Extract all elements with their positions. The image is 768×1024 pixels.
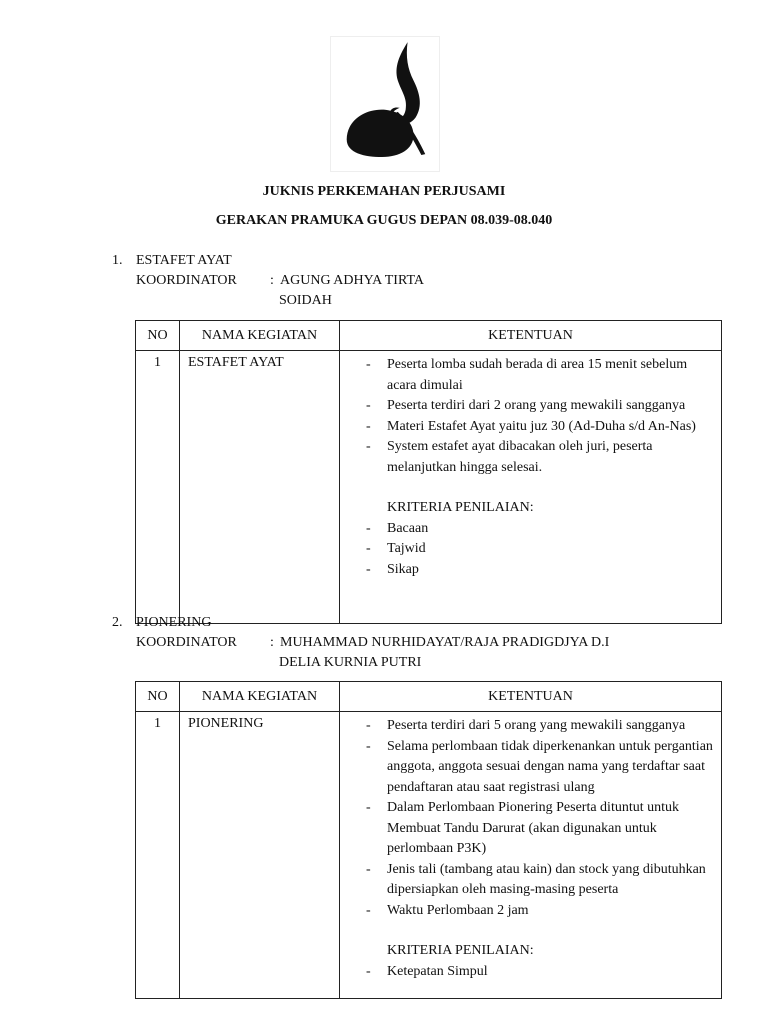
koordinator-name: SOIDAH (279, 293, 332, 308)
cell-ketentuan (340, 351, 722, 624)
koordinator-label: KOORDINATOR (136, 635, 237, 650)
header-ketentuan: KETENTUAN (340, 321, 722, 351)
section-estafet-ayat (112, 251, 732, 311)
table-row (136, 712, 722, 999)
table-row (136, 351, 722, 624)
header-nama-kegiatan: NAMA KEGIATAN (180, 682, 340, 712)
list-item: - Ketepatan Simpul (366, 963, 488, 979)
cell-nama-kegiatan: ESTAFET AYAT (180, 351, 340, 624)
koordinator-name: MUHAMMAD NURHIDAYAT/RAJA PRADIGDJYA D.I (280, 635, 610, 650)
list-item: - Waktu Perlombaan 2 jam (366, 902, 529, 918)
koordinator-label: KOORDINATOR (136, 273, 237, 288)
koordinator-separator: : (270, 635, 274, 650)
kriteria-label: KRITERIA PENILAIAN: (387, 500, 534, 515)
koordinator-name: DELIA KURNIA PUTRI (279, 655, 422, 670)
section-name: ESTAFET AYAT (136, 253, 232, 268)
section-number: 2. (112, 615, 123, 630)
list-item: - Peserta terdiri dari 2 orang yang mewakili sangganya (366, 398, 686, 413)
list-item: - Dalam Perlombaan Pionering Peserta dituntut untuk Membuat Tandu Darurat (akan digunakan untuk perlombaan P3K) (366, 800, 680, 856)
table-header-row (136, 682, 722, 712)
document-subtitle: GERAKAN PRAMUKA GUGUS DEPAN 08.039-08.040 (215, 213, 553, 228)
tunas-kelapa-icon (330, 36, 440, 172)
cell-no: 1 (136, 712, 180, 999)
koordinator-separator: : (270, 273, 274, 288)
table-pionering (135, 681, 722, 999)
document-title: JUKNIS PERKEMAHAN PERJUSAMI (262, 184, 506, 199)
section-name: PIONERING (136, 615, 212, 630)
kriteria-label: KRITERIA PENILAIAN: (387, 943, 534, 958)
list-item: - Materi Estafet Ayat yaitu juz 30 (Ad-Duha s/d An-Nas) (366, 418, 696, 434)
koordinator-name: AGUNG ADHYA TIRTA (280, 273, 425, 288)
cell-nama-kegiatan: PIONERING (180, 712, 340, 999)
section-number: 1. (112, 253, 123, 268)
table-header-row (136, 321, 722, 351)
header-nama-kegiatan: NAMA KEGIATAN (180, 321, 340, 351)
header-no: NO (136, 682, 180, 712)
section-pionering (112, 613, 732, 673)
table-estafet-ayat (135, 320, 722, 624)
list-item: - Sikap (366, 561, 419, 577)
header-no: NO (136, 321, 180, 351)
list-item: - Peserta lomba sudah berada di area 15 menit sebelum acara dimulai (366, 357, 688, 393)
list-item: - Jenis tali (tambang atau kain) dan stock yang dibutuhkan dipersiapkan oleh masing-masing peserta (366, 861, 706, 897)
list-item: - Peserta terdiri dari 5 orang yang mewakili sangganya (366, 718, 686, 733)
list-item: - System estafet ayat dibacakan oleh juri, peserta melanjutkan hingga selesai. (366, 439, 653, 475)
header-ketentuan: KETENTUAN (340, 682, 722, 712)
list-item: - Tajwid (366, 541, 426, 556)
list-item: - Bacaan (366, 520, 429, 536)
cell-no: 1 (136, 351, 180, 624)
list-item: - Selama perlombaan tidak diperkenankan untuk pergantian anggota, anggota sesuai dengan nama yang terdaftar saat pendaftaran atau saat registrasi ulang (366, 738, 713, 795)
cell-ketentuan (340, 712, 722, 999)
